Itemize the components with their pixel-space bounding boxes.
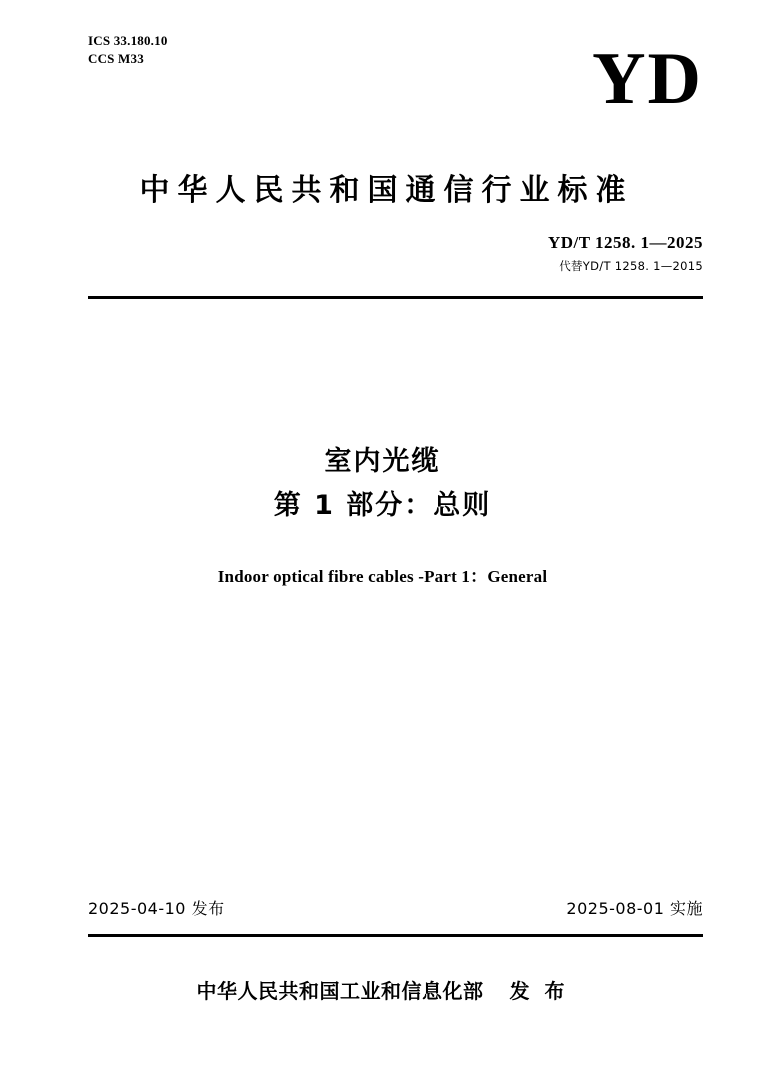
issue-date: 2025-04-10 发布 bbox=[88, 899, 225, 918]
dates-row bbox=[88, 896, 703, 919]
document-title-line2: 第 1 部分：总则 bbox=[273, 490, 492, 521]
replaces-standard: 代替YD/T 1258. 1—2015 bbox=[559, 259, 703, 273]
standard-series-title: 中华人民共和国通信行业标准 bbox=[139, 173, 634, 208]
issuer-action: 发 布 bbox=[509, 979, 569, 1003]
standard-number: YD/T 1258. 1—2025 bbox=[547, 233, 703, 252]
ics-code: ICS 33.180.10 bbox=[88, 33, 168, 48]
effective-date: 2025-08-01 实施 bbox=[566, 899, 703, 918]
header-divider bbox=[88, 296, 703, 299]
issuer-block bbox=[0, 975, 765, 1004]
standard-number-block bbox=[548, 232, 703, 276]
ccs-code: CCS M33 bbox=[88, 51, 144, 66]
issuer-name: 中华人民共和国工业和信息化部 bbox=[196, 979, 484, 1003]
yd-logo: YD bbox=[592, 38, 703, 120]
document-title-block bbox=[0, 440, 765, 587]
document-title-line1: 室内光缆 bbox=[324, 446, 441, 477]
footer-divider bbox=[88, 934, 703, 937]
classification-codes bbox=[88, 32, 168, 68]
document-title-english: Indoor optical fibre cables -Part 1：General bbox=[217, 567, 548, 586]
